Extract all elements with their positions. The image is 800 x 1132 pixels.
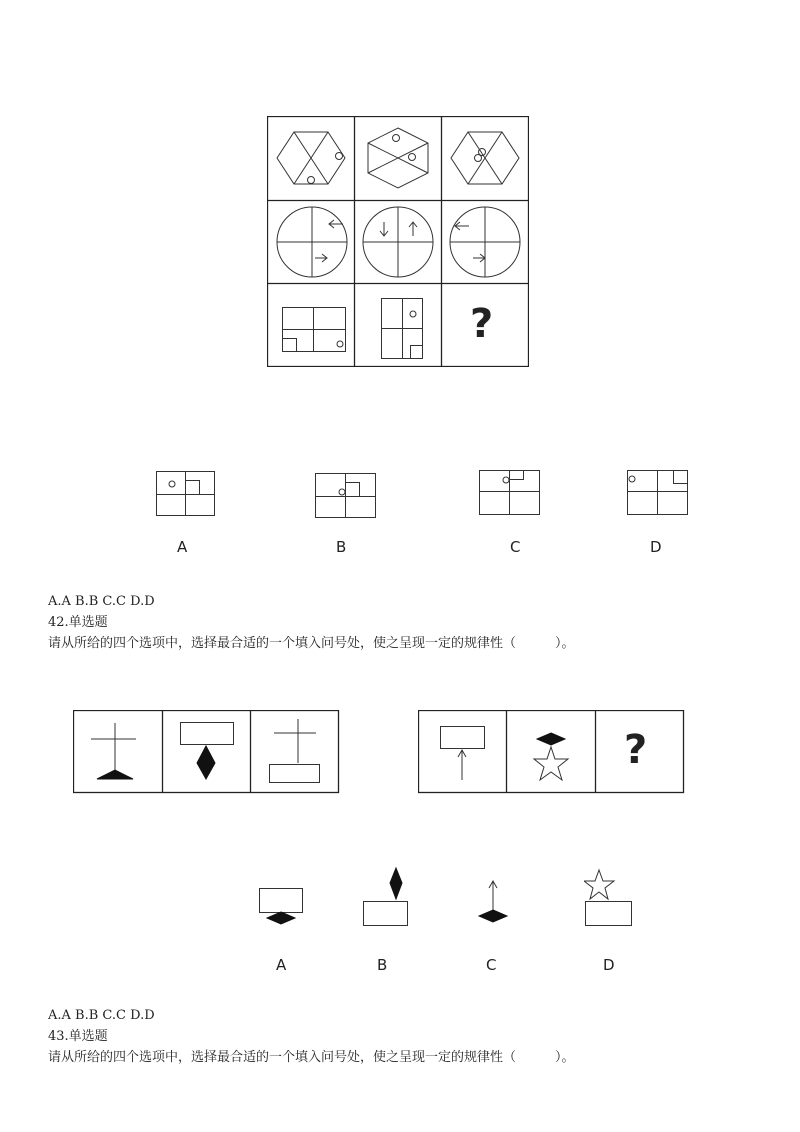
q42-answer-choices: A.A B.B C.C D.D [48, 1008, 155, 1023]
rectangle-diamond-figure [181, 723, 234, 780]
q42-option-label-d: D [603, 956, 615, 974]
q41-option-d-figure [626, 469, 690, 516]
rectangle-arrow-figure [441, 727, 485, 781]
cross-triangle-figure [91, 723, 136, 779]
q42-prompt: 请从所给的四个选项中，选择最合适的一个填入问号处，使之呈现一定的规律性（ ）。 [48, 636, 575, 651]
q41-option-a-figure [155, 470, 217, 518]
q42-option-b-figure [362, 866, 410, 928]
q41-option-label-c: C [510, 538, 521, 556]
circle-arrow-figure-1 [277, 207, 347, 277]
hexagon-figure-2 [368, 128, 428, 188]
q42-option-label-b: B [377, 956, 388, 974]
q41-option-label-d: D [650, 538, 662, 556]
hexagon-figure-3 [451, 132, 519, 184]
q41-question-mark: ? [470, 301, 494, 347]
rectangle-figure-2 [381, 298, 423, 359]
q41-option-b-figure [314, 472, 378, 520]
cross-rectangle-figure [270, 719, 320, 783]
q41-option-c-figure [478, 469, 542, 516]
q42-option-c-figure [476, 878, 512, 926]
q42-number: 42.单选题 [48, 615, 108, 630]
q41-option-label-b: B [336, 538, 347, 556]
q42-option-label-a: A [276, 956, 287, 974]
circle-arrow-figure-2 [363, 207, 433, 277]
q42-option-label-c: C [486, 956, 497, 974]
diamond-star-figure [534, 733, 568, 780]
q41-answer-choices: A.A B.B C.C D.D [48, 594, 155, 609]
q43-prompt: 请从所给的四个选项中，选择最合适的一个填入问号处，使之呈现一定的规律性（ ）。 [48, 1050, 575, 1065]
q43-number: 43.单选题 [48, 1029, 108, 1044]
circle-arrow-figure-3 [450, 207, 520, 277]
hexagon-figure-1 [277, 132, 345, 184]
rectangle-figure-1 [282, 307, 346, 352]
q42-left-row [73, 710, 340, 794]
q41-option-label-a: A [177, 538, 188, 556]
q42-question-mark: ? [624, 727, 648, 773]
q42-option-a-figure [258, 886, 306, 928]
q42-option-d-figure [584, 868, 634, 928]
